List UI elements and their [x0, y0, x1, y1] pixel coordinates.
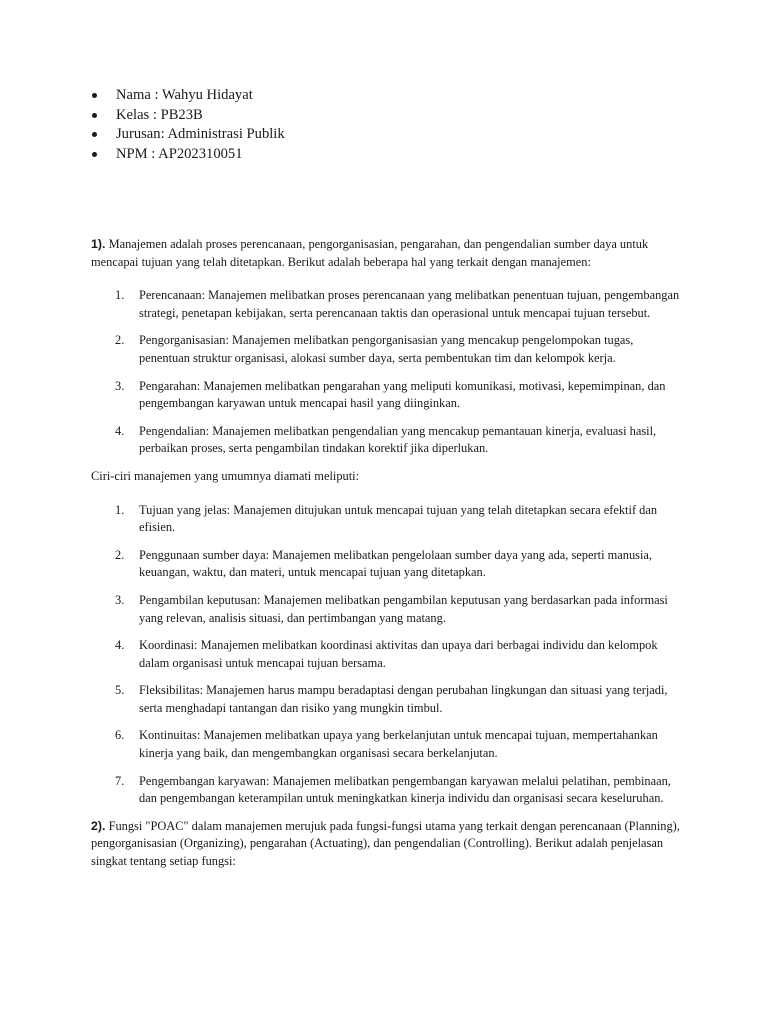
student-id: NPM : AP202310051 — [90, 145, 285, 165]
list-item — [91, 592, 687, 627]
list-number: 6. — [115, 728, 125, 743]
list-number: 2. — [115, 333, 125, 348]
list-item — [91, 378, 687, 413]
list-number: 7. — [115, 773, 125, 788]
list-number: 4. — [115, 638, 125, 653]
answer-1-label: 1). — [91, 237, 106, 251]
list-item-text: Tujuan yang jelas: Manajemen ditujukan untuk mencapai tujuan yang telah ditetapkan secara efektif dan efisien. — [139, 502, 658, 535]
student-class: Kelas : PB23B — [90, 106, 285, 126]
list-number: 4. — [115, 423, 125, 438]
list-item-text: Pengendalian: Manajemen melibatkan pengendalian yang mencakup pemantauan kinerja, evaluasi hasil, perbaikan proses, serta pengambilan tindakan korektif jika diperlukan. — [139, 423, 657, 456]
list-number: 1. — [115, 288, 125, 303]
answer-2-intro-text: Fungsi "POAC" dalam manajemen merujuk pada fungsi-fungsi utama yang terkait dengan perencanaan (Planning), pengorganisasian (Organizing), pengarahan (Actuating), dan pengendalian (Controlling). Berikut adalah penjelasan singkat tentang setiap fungsi: — [91, 818, 680, 869]
answer-2 — [91, 818, 687, 871]
list-item-text: Koordinasi: Manajemen melibatkan koordinasi aktivitas dan upaya dari berbagai individu dan kelompok dalam organisasi untuk mencapai tujuan bersama. — [139, 638, 658, 670]
list-item-text: Pengarahan: Manajemen melibatkan pengarahan yang meliputi komunikasi, motivasi, kepemimpinan, dan pengembangan karyawan untuk mencapai hasil yang diinginkan. — [139, 378, 666, 411]
student-name: Nama : Wahyu Hidayat — [90, 86, 285, 106]
answer-1-intro — [91, 236, 687, 271]
list-item — [91, 423, 687, 458]
list-item — [91, 547, 687, 582]
list-item — [91, 637, 687, 672]
management-aspects-list — [91, 287, 687, 458]
list-item-text: Pengambilan keputusan: Manajemen melibatkan pengambilan keputusan yang berdasarkan pada informasi yang relevan, analisis situasi, dan pertimbangan yang matang. — [139, 592, 668, 625]
list-item — [91, 682, 687, 717]
list-item — [91, 287, 687, 322]
list-number: 2. — [115, 547, 125, 562]
list-item — [91, 502, 687, 537]
student-major: Jurusan: Administrasi Publik — [90, 125, 285, 145]
list-number: 5. — [115, 683, 125, 698]
answer-2-intro — [91, 818, 687, 871]
list-item-text: Fleksibilitas: Manajemen harus mampu beradaptasi dengan perubahan lingkungan dan situasi yang terjadi, serta menghadapi tantangan dan risiko yang mungkin timbul. — [139, 683, 668, 715]
list-item — [91, 727, 687, 762]
answer-2-label: 2). — [91, 818, 106, 833]
list-item-text: Perencanaan: Manajemen melibatkan proses perencanaan yang melibatkan penentuan tujuan, pengembangan strategi, penetapan kebijakan, serta perencanaan taktis dan operasional untuk mencapai tujuan tersebut. — [139, 288, 680, 320]
list-item-text: Penggunaan sumber daya: Manajemen melibatkan pengelolaan sumber daya yang ada, seperti manusia, keuangan, waktu, dan materi, untuk mencapai tujuan yang ditetapkan. — [139, 547, 653, 580]
list-number: 3. — [115, 378, 125, 393]
list-item — [91, 332, 687, 367]
student-info-list — [90, 86, 285, 164]
list-item-text: Pengorganisasian: Manajemen melibatkan pengorganisasian yang mencakup pengelompokan tugas, penentuan struktur organisasi, alokasi sumber daya, serta pembentukan tim dan kelompok kerja. — [139, 333, 634, 365]
features-intro: Ciri-ciri manajemen yang umumnya diamati meliputi: — [91, 468, 360, 483]
list-item-text: Kontinuitas: Manajemen melibatkan upaya yang berkelanjutan untuk mencapai tujuan, mempertahankan kinerja yang baik, dan mengembangkan organisasi secara berkelanjutan. — [139, 728, 658, 761]
list-item-text: Pengembangan karyawan: Manajemen melibatkan pengembangan karyawan melalui pelatihan, pembinaan, dan pengembangan keterampilan untuk meningkatkan kinerja individu dan organisasi secara keseluruhan. — [139, 773, 671, 806]
document-body — [91, 236, 687, 871]
list-item — [91, 773, 687, 808]
list-number: 1. — [115, 502, 125, 517]
answer-1 — [91, 236, 687, 808]
answer-1-intro-text: Manajemen adalah proses perencanaan, pengorganisasian, pengarahan, dan pengendalian sumber daya untuk mencapai tujuan yang telah ditetapkan. Berikut adalah beberapa hal yang terkait dengan manajemen: — [91, 237, 649, 269]
list-number: 3. — [115, 592, 125, 607]
management-features-list — [91, 502, 687, 808]
